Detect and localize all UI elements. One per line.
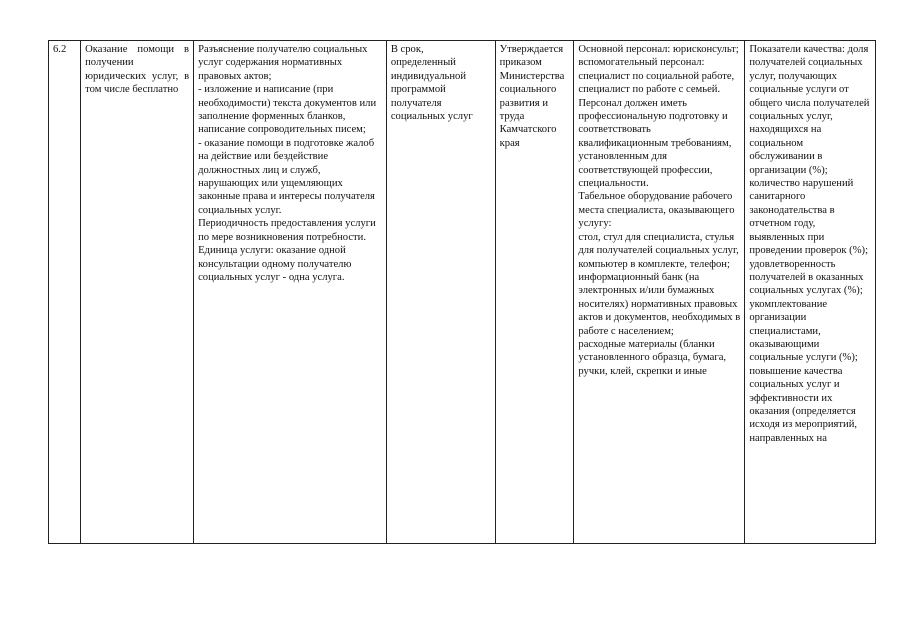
service-content-cell: Разъяснение получателю социальных услуг содержания нормативных правовых актов; - изложение и написание (при необходимости) текста документов или заполнение форменных бланков, написание сопроводительных писем; - оказание помощи в подготовке жалоб на действие или бездействие должностных лиц и служб, нарушающих или ущемляющих законные права и интересы получателя социальных услуг. Периодичность предоставления услуги по мере возникновения потребности. Единица услуги: оказание одной консультации одному получателю социальных услуг - одна услуга. — [194, 41, 387, 544]
tariff-cell: Утверждается приказом Министерства социального развития и труда Камчатского края — [495, 41, 574, 544]
deadline-cell: В срок, определенный индивидуальной программой получателя социальных услуг — [386, 41, 495, 544]
services-table — [48, 40, 876, 544]
conditions-cell: Основной персонал: юрисконсульт; вспомогательный персонал: специалист по социальной работе, специалист по работе с семьей. Персонал должен иметь профессиональную подготовку и соответствовать квалификационным требованиям, установленным для соответствующей профессии, специальности. Табельное оборудование рабочего места специалиста, оказывающего услугу: стол, стул для специалиста, стулья для получателей социальных услуг, компьютер в комплекте, телефон; информационный банк (на электронных и/или бумажных носителях) нормативных правовых актов и документов, необходимых в работе с населением; расходные материалы (бланки установленного образца, бумага, ручки, клей, скрепки и иные — [574, 41, 745, 544]
table-row — [49, 41, 876, 544]
service-name-cell: Оказание помощи в получении юридических услуг, в том числе бесплатно — [81, 41, 194, 544]
quality-indicators-cell: Показатели качества: доля получателей социальных услуг, получающих социальные услуги от общего числа получателей социальных услуг, находящихся на социальном обслуживании в организации (%); количество нарушений санитарного законодательства в отчетном году, выявленных при проведении проверок (%); удовлетворенность получателей в оказанных социальных услугах (%); укомплектование организации специалистами, оказывающими социальные услуги (%); повышение качества социальных услуг и эффективности их оказания (определяется исходя из мероприятий, направленных на — [745, 41, 876, 544]
row-number-cell: 6.2 — [49, 41, 81, 544]
